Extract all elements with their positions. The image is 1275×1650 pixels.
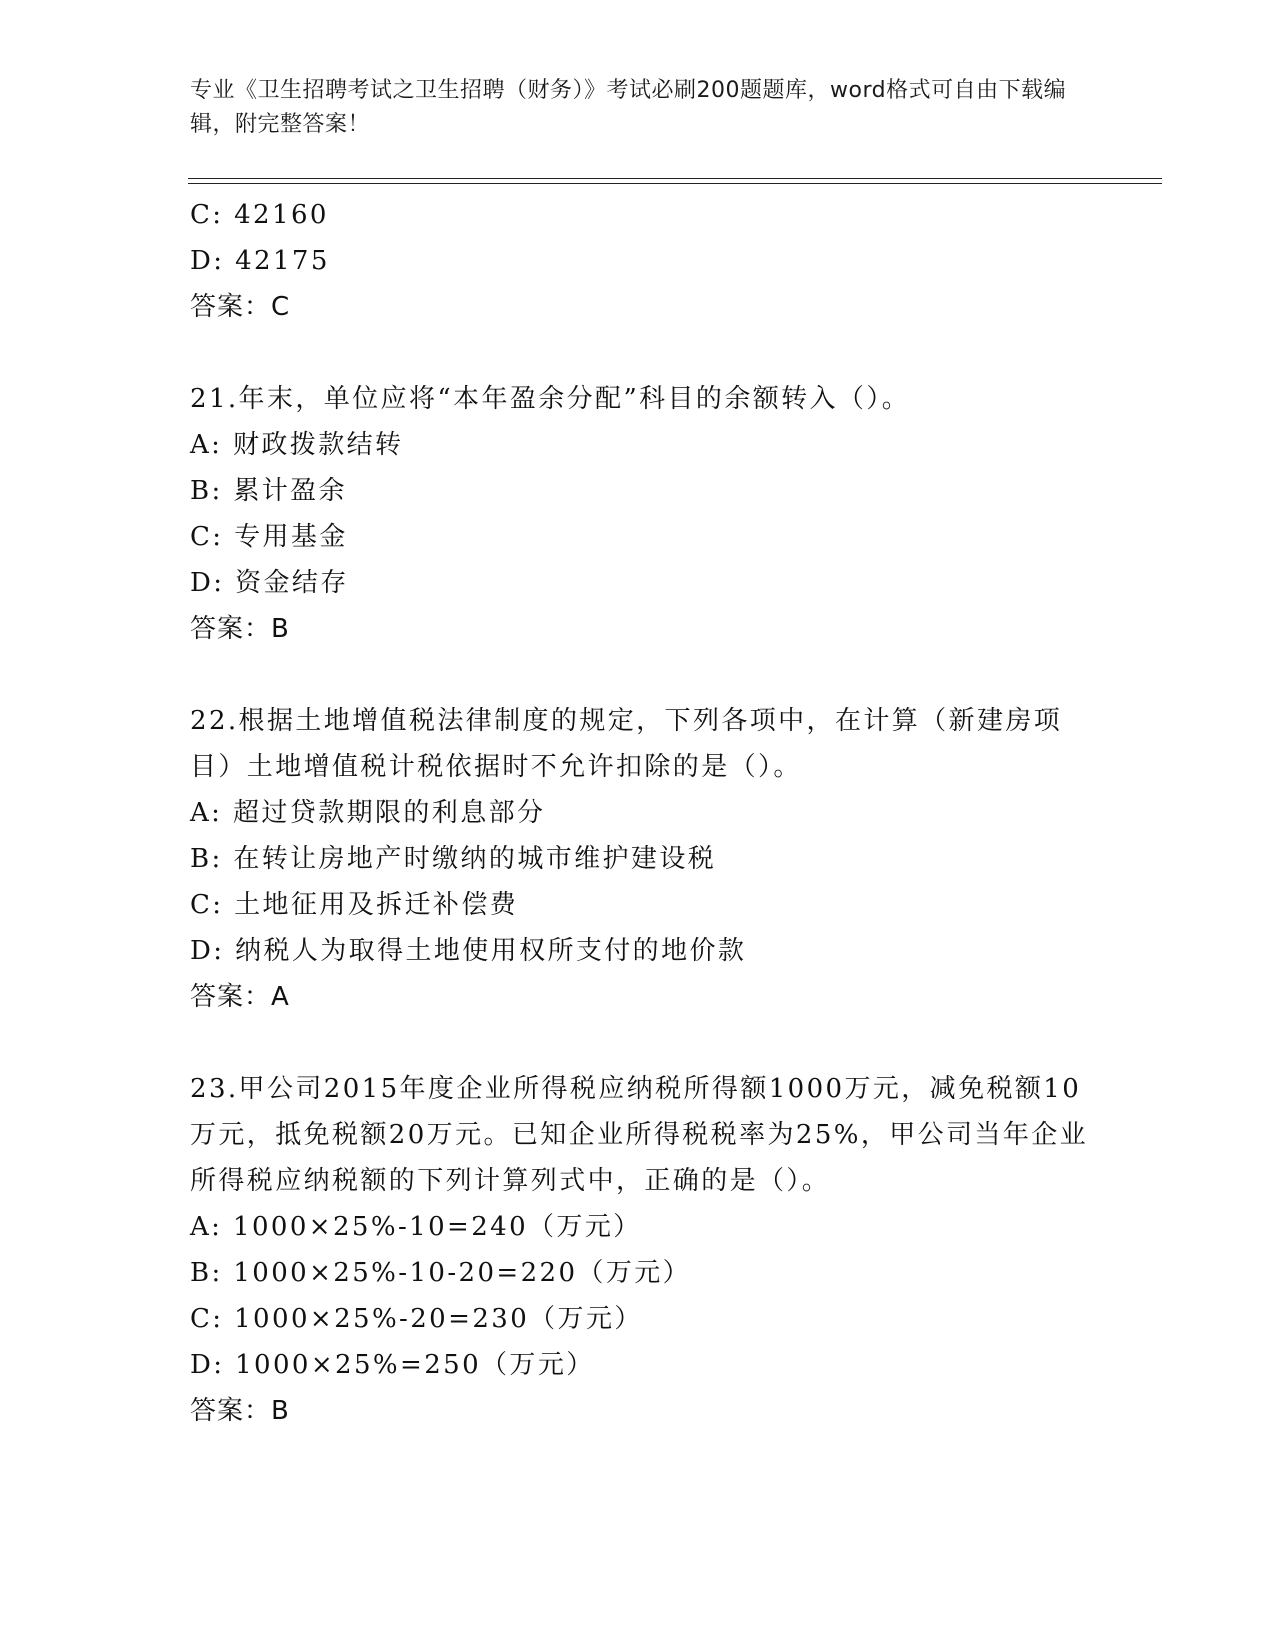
option-b: B: 累计盈余 [190, 476, 347, 506]
option-b: B: 1000×25%-10-20=220（万元） [190, 1258, 692, 1288]
option-d: D: 纳税人为取得土地使用权所支付的地价款 [190, 936, 747, 966]
question-stem: 21.年末，单位应将“本年盈余分配”科目的余额转入（）。 [190, 384, 911, 414]
answer-line: 答案：C [190, 292, 291, 322]
option-d: D: 资金结存 [190, 568, 349, 598]
question-23 [190, 1066, 1090, 1434]
answer-line: 答案：B [190, 1396, 290, 1426]
option-a: A: 1000×25%-10=240（万元） [190, 1212, 642, 1242]
question-list [190, 192, 1090, 1434]
option-c: C: 土地征用及拆迁补偿费 [190, 890, 519, 920]
question-22 [190, 698, 1090, 1020]
option-d: D: 42175 [190, 246, 330, 276]
answer-line: 答案：A [190, 982, 290, 1012]
question-stem: 22.根据土地增值税法律制度的规定，下列各项中，在计算（新建房项目）土地增值税计税依据时不允许扣除的是（）。 [190, 706, 1063, 782]
option-a: A: 超过贷款期限的利息部分 [190, 798, 546, 828]
header-divider-top [188, 178, 1162, 179]
previous-question-tail [190, 192, 1090, 330]
option-a: A: 财政拨款结转 [190, 430, 404, 460]
document-header: 专业《卫生招聘考试之卫生招聘（财务）》考试必刷200题题库，word格式可自由下载编辑，附完整答案！ [190, 78, 1067, 137]
option-c: C: 1000×25%-20=230（万元） [190, 1304, 643, 1334]
option-c: C: 专用基金 [190, 522, 348, 552]
answer-line: 答案：B [190, 614, 290, 644]
question-stem: 23.甲公司2015年度企业所得税应纳税所得额1000万元，减免税额10万元，抵免税额20万元。已知企业所得税税率为25%，甲公司当年企业所得税应纳税额的下列计算列式中，正确的是（）。 [190, 1074, 1089, 1196]
question-21 [190, 376, 1090, 652]
option-d: D: 1000×25%=250（万元） [190, 1350, 595, 1380]
option-b: B: 在转让房地产时缴纳的城市维护建设税 [190, 844, 717, 874]
header-divider-bottom [188, 183, 1162, 184]
option-c: C: 42160 [190, 200, 329, 230]
